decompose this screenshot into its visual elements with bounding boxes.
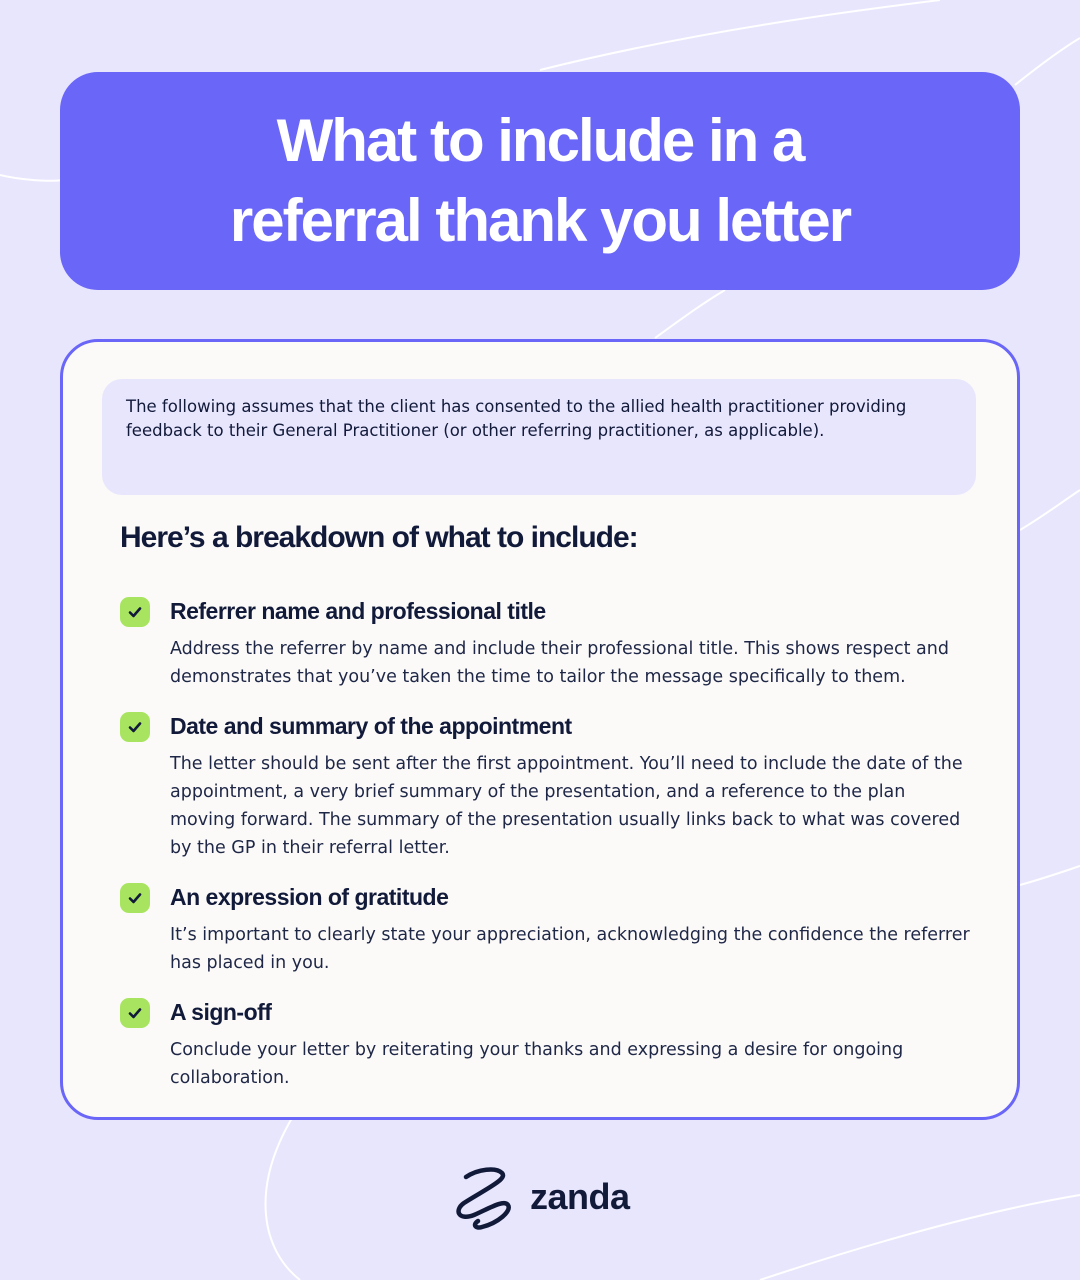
list-item-description: Conclude your letter by reiterating your thanks and expressing a desire for ongoing collaboration. <box>170 1040 904 1088</box>
title-banner <box>60 72 1020 290</box>
brand-logo <box>452 1163 630 1231</box>
content-card <box>60 339 1020 1120</box>
list-item-description: Address the referrer by name and include their professional title. This shows respect and demonstrates that you’ve taken the time to tailor the message specifically to them. <box>170 639 949 687</box>
list-item-title: Referrer name and professional title <box>170 598 546 624</box>
check-icon <box>120 998 150 1028</box>
list-item-description: The letter should be sent after the first appointment. You’ll need to include the date of the appointment, a very brief summary of the presentation, and a reference to the plan moving forward. The summary of the presentation usually links back to what was covered by the GP in their referral letter. <box>170 754 963 858</box>
zanda-logo-icon <box>452 1163 516 1231</box>
brand-name: zanda <box>530 1176 630 1217</box>
list-item-description: It’s important to clearly state your appreciation, acknowledging the confidence the referrer has placed in you. <box>170 925 970 973</box>
breakdown-heading: Here’s a breakdown of what to include: <box>120 521 638 554</box>
check-icon <box>120 712 150 742</box>
check-icon <box>120 883 150 913</box>
list-item-title: A sign-off <box>170 999 272 1025</box>
page-title-line-2: referral thank you letter <box>229 187 851 254</box>
check-icon <box>120 597 150 627</box>
consent-note: The following assumes that the client has consented to the allied health practitioner providing feedback to their General Practitioner (or other referring practitioner, as applicable). <box>102 379 976 495</box>
page-title-line-1: What to include in a <box>276 107 804 174</box>
list-item-title: Date and summary of the appointment <box>170 713 572 739</box>
list-item-title: An expression of gratitude <box>170 884 449 910</box>
